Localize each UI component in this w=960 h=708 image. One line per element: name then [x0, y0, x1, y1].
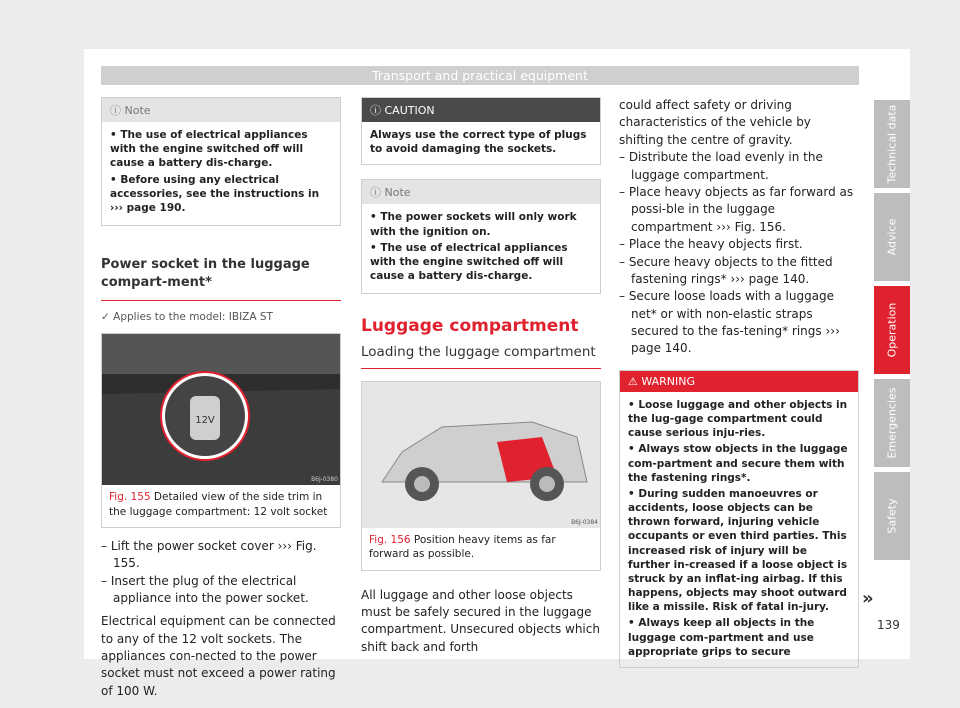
caution-icon: ⓘ — [370, 104, 385, 117]
figure-caption: Fig. 155 Detailed view of the side trim in the luggage compartment: 12 volt socket — [109, 491, 328, 518]
warning-item: • Always keep all objects in the luggage com-partment and use appropriate grips to secure — [628, 617, 815, 658]
section-subtitle: Loading the luggage compartment — [361, 336, 601, 369]
continued-icon: » — [862, 588, 874, 609]
step: – Secure loose loads with a luggage net* or with non-elastic straps secured to the fas-tening* rings ››› page 140. — [619, 289, 840, 356]
warning-title: ⚠ WARNING — [620, 371, 858, 392]
note-box — [101, 97, 341, 226]
warning-item: • Always stow objects in the luggage com-partment and secure them with the fastening rings*. — [628, 443, 848, 484]
info-icon: ⓘ — [110, 104, 125, 117]
paragraph: All luggage and other loose objects must be safely secured in the luggage compartment. Unsecured objects which shift back and forth — [361, 587, 600, 654]
page-number: 139 — [877, 618, 900, 632]
warning-item: • Loose luggage and other objects in the lug-gage compartment could cause serious inju-ries. — [628, 398, 848, 440]
tab-technical-data[interactable]: Technical data — [874, 100, 910, 188]
figure-caption: Fig. 156 Position heavy items as far forward as possible. — [369, 534, 556, 561]
section-title: Power socket in the luggage compart-ment* — [101, 256, 341, 301]
page-header: Transport and practical equipment — [101, 66, 859, 85]
note-title: ⓘ Note — [102, 98, 340, 122]
figure-156 — [361, 381, 601, 570]
warning-box — [619, 370, 859, 668]
note-item: • The use of electrical appliances with the engine switched off will cause a battery dis-charge. — [110, 129, 308, 170]
figure-code: B6J-0380 — [311, 476, 338, 484]
note-item: • Before using any electrical accessories, see the instructions in ››› page 190. — [110, 173, 320, 214]
figure-code: B6J-0384 — [571, 519, 598, 527]
step: – Distribute the load evenly in the luggage compartment. — [619, 150, 823, 182]
info-icon: ⓘ — [370, 186, 385, 200]
tab-advice[interactable]: Advice — [874, 193, 910, 281]
paragraph: could affect safety or driving characteristics of the vehicle by shifting the centre of gravity. — [619, 98, 811, 147]
caution-box — [361, 97, 601, 165]
step: – Place the heavy objects first. — [619, 237, 803, 252]
note-item: • The power sockets will only work with the ignition on. — [370, 211, 577, 238]
warning-icon: ⚠ — [628, 374, 642, 388]
column-3 — [619, 97, 859, 668]
step: – Lift the power socket cover ››› Fig. 155. — [101, 538, 317, 571]
column-1 — [101, 97, 341, 700]
note-item: • The use of electrical appliances with the engine switched off will cause a battery dis-charge. — [370, 241, 568, 283]
step: – Secure heavy objects to the fitted fastening rings* ››› page 140. — [619, 254, 833, 286]
warning-item: • During sudden manoeuvres or accidents, loose objects can be thrown forward, injuring vehicle occupants or even third parties. This increased risk of injury will be further in-creased if a loose object is struck by an inflat-ing airbag. If this happens, objects may shoot outward like a missile. Risk of fatal in-jury. — [628, 487, 848, 614]
step: – Place heavy objects as far forward as possi-ble in the luggage compartment ››› Fig. 156. — [619, 184, 854, 234]
chapter-title: Luggage compartment — [361, 316, 579, 337]
figure-155 — [101, 333, 341, 527]
note-box — [361, 179, 601, 294]
socket-label: 12V — [195, 415, 215, 427]
paragraph: Electrical equipment can be connected to any of the 12 volt sockets. The appliances con-nected to the power socket must not exceed a power rating of 100 W. — [101, 614, 336, 698]
tab-safety[interactable]: Safety — [874, 472, 910, 560]
caution-text: Always use the correct type of plugs to avoid damaging the sockets. — [370, 129, 587, 156]
socket-photo — [102, 334, 340, 485]
tab-emergencies[interactable]: Emergencies — [874, 379, 910, 467]
note-title: ⓘ Note — [362, 180, 600, 204]
column-2 — [361, 97, 601, 656]
caution-title: ⓘ CAUTION — [362, 98, 600, 122]
step: – Insert the plug of the electrical appliance into the power socket. — [101, 573, 309, 605]
applies-to: ✓ Applies to the model: IBIZA ST — [101, 311, 273, 324]
car-illustration — [362, 382, 600, 528]
tab-operation[interactable]: Operation — [874, 286, 910, 374]
chapter-tabs — [874, 100, 910, 565]
